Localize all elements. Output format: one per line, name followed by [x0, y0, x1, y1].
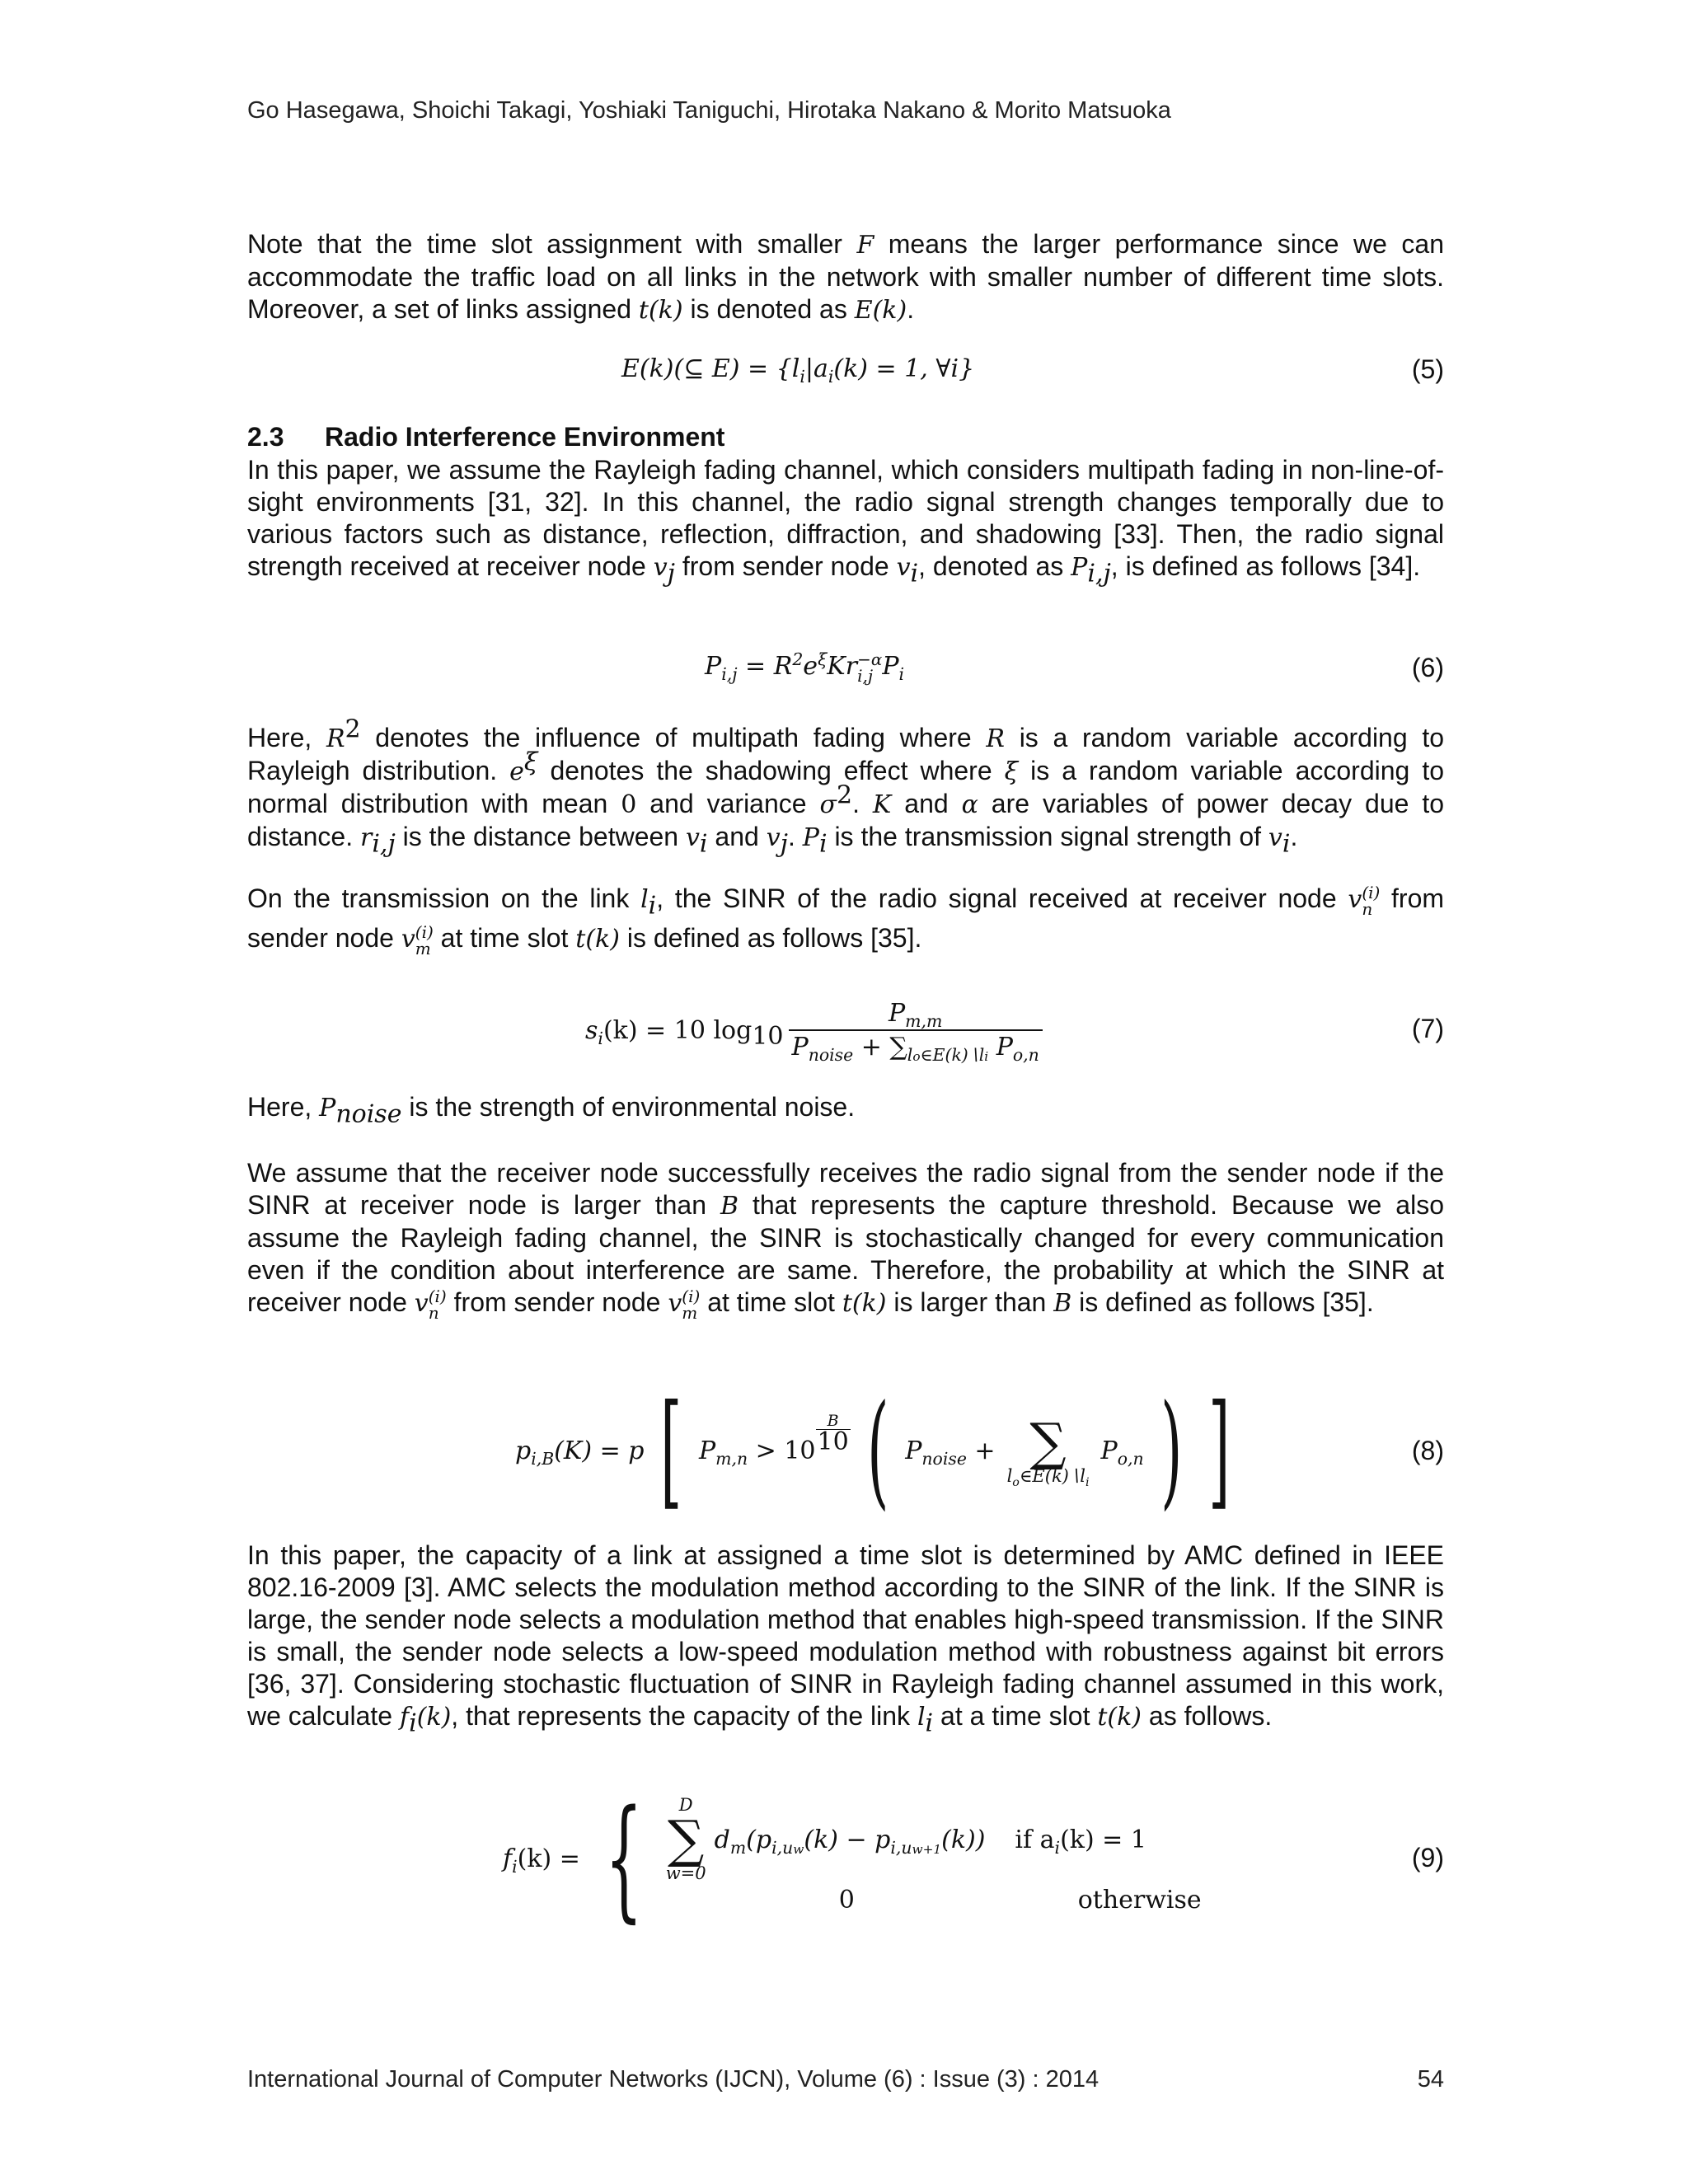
cases-block	[666, 1788, 1226, 1929]
left-bracket: [	[660, 1379, 682, 1522]
equation-5-body: E(k)(⊆ $E) = \{l_i|a_i(k) = 1$, ∀i}	[621, 354, 975, 387]
equation-7-number: (7)	[1411, 1014, 1444, 1043]
paragraph-noise: Here, $P_{noise}$ is the strength of environmental noise.	[247, 1092, 856, 1129]
equation-6-body: $P_{i,j} = R^2e^\xi Kr$ −α i,j $P_i$	[705, 649, 905, 686]
equation-7-body: $s_i(k) = 10$ $\log_{10}$ $\frac{P_{m,m}}{P_{noise} + \sum_{lo\in E(k)∖li} P_{o,n}}$	[585, 989, 1043, 1071]
case-1: D ∑ w=0 $d_m(p_{i,uw}(k) - p_{i,uw+1}(k))$ if $a_i(k) = 1$	[665, 1795, 1146, 1883]
equation-8	[247, 1379, 1444, 1522]
right-paren: )	[1160, 1379, 1183, 1522]
case-2-value: 0	[838, 1886, 855, 1915]
summation-8: ∑ $l_o\in E(k)∖l_i$	[1006, 1411, 1090, 1489]
page-number: 54	[1417, 2066, 1444, 2093]
running-footer	[247, 2066, 1444, 2093]
section-heading: 2.3 Radio Interference Environment	[247, 422, 725, 452]
paragraph-rayleigh: In this paper, we assume the Rayleigh fading channel, which considers multipath fading in non-line-of-sight environments [31, 32]. In this channel, the radio signal strength changes temporally due to various factors such as distance, reflection, diffraction, and shadowing [33]. Then, the radio signal strength received at receiver node $v_j$ from sender node $v_i$, denoted as $P_{i,j}$, is defined as follows [34].	[247, 455, 1444, 588]
left-brace: {	[604, 1781, 643, 1935]
equation-9-body: $f_i(k)$ = { D ∑ w=0 $d_m(p_{i,uw}(k) - p_{i,uw+1}(k))$ if $a_i(k) = 1$ 0 otherwise	[503, 1788, 1226, 1929]
equation-7	[247, 989, 1444, 1071]
left-paren: (	[866, 1379, 889, 1522]
equation-9	[247, 1781, 1444, 1935]
paragraph-amc: In this paper, the capacity of a link at assigned a time slot is determined by AMC defined in IEEE 802.16-2009 [3]. AMC selects the modulation method according to the SINR of the link. If the SINR is large, the sender node selects a modulation method that enables high-speed transmission. If the SINR is small, the sender node selects a low-speed modulation method with robustness against bit errors [36, 37]. Considering stochastic fluctuation of SINR in Rayleigh fading channel assumed in this work, we calculate $f_i(k)$, that represents the capacity of the link $l_i$ at a time slot t(k) as follows.	[247, 1540, 1444, 1738]
running-header: Go Hasegawa, Shoichi Takagi, Yoshiaki Taniguchi, Hirotaka Nakano & Morito Matsuoka	[247, 97, 1171, 124]
paragraph-time-slot: Note that the time slot assignment with smaller F means the larger performance since we can accommodate the traffic load on all links in the network with smaller number of different time slots. Moreover, a set of links assigned t(k) is denoted as E(k).	[247, 229, 1445, 325]
paragraph-sinr-intro: On the transmission on the link $l_i$, the SINR of the radio signal received at receiver node v (i) n from sender node v (i) m at time slot t(k) is defined as follows [35].	[247, 882, 1445, 958]
equation-6	[247, 651, 1444, 692]
equation-7-fraction: $\frac{P_{m,m}}{P_{noise} + \sum_{lo\in E(k)∖li} P_{o,n}}$	[789, 999, 1043, 1062]
case-2-condition: otherwise	[1077, 1886, 1202, 1915]
equation-9-number: (9)	[1411, 1843, 1444, 1872]
right-bracket: ]	[1208, 1379, 1231, 1522]
equation-5-number: (5)	[1411, 354, 1444, 384]
equation-6-number: (6)	[1411, 653, 1444, 682]
equation-8-body: $p_{i,B}(K) = p$ [ $P_{m,n} > 10$ B 10 ( $P_{noise}$ + ∑ $l_o\in E(k)∖l_i$ $P_{o,n}$ ) ]	[515, 1379, 1231, 1522]
equation-8-number: (8)	[1411, 1436, 1444, 1465]
paragraph-definitions: Here, $R^2$ denotes the influence of multipath fading where R is a random variable according to Rayleigh distribution. $e^\xi$ denotes the shadowing effect where ξ is a random variable according to normal distribution with mean 0 and variance $\sigma^2$. K and α are variables of power decay due to distance. $r_{i,j}$ is the distance between $v_i$ and $v_j$. $P_i$ is the transmission signal strength of $v_i$.	[247, 715, 1445, 859]
equation-5	[247, 354, 1444, 387]
paragraph-capture: We assume that the receiver node successfully receives the radio signal from the sender node if the SINR at receiver node is larger than B that represents the capture threshold. Because we also assume the Rayleigh fading channel, the SINR is stochastically changed for every communication even if the condition about interference are same. Therefore, the probability at which the SINR at receiver node v (i) n from sender node v (i) m at time slot t(k) is larger than B is defined as follows [35].	[247, 1158, 1445, 1323]
equation-8-exponent: B 10	[817, 1412, 849, 1456]
summation-9: D ∑ w=0	[665, 1795, 706, 1883]
journal-citation: International Journal of Computer Networks (IJCN), Volume (6) : Issue (3) : 2014	[247, 2066, 1100, 2093]
